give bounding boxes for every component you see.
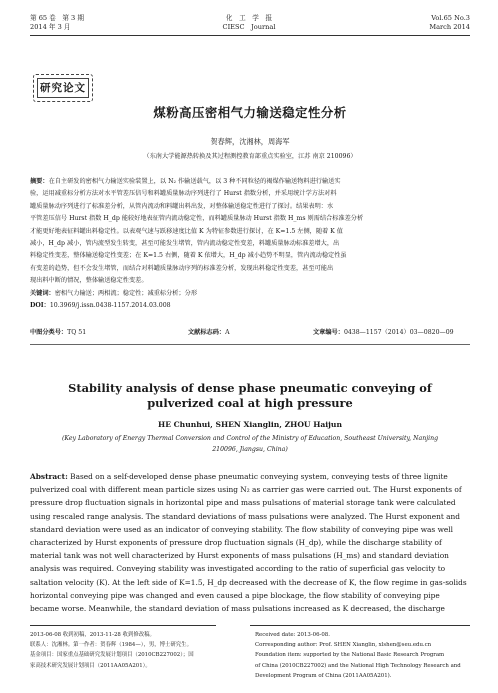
authors-cn: 贺春辉，沈湘林，周海军 [210, 137, 290, 146]
abstract-cn-line: 验，运用减重标分析方法对水平管差压信号和料罐质量脉动序列进行了 Hurst 指数分析，并采用统计学方法对料 [30, 190, 337, 198]
authors-en: HE Chunhui, SHEN Xianglin, ZHOU Haijun [158, 420, 342, 429]
abstract-en-line: pressure drop fluctuation signals in horizontal pipe and mass pulsations of material storage tank were calculated [30, 498, 456, 508]
abstract-cn-line: 才能更好地表征料罐出料稳定性。以表观气速与跃移速度比值 K 为特征参数进行探讨，在 K=1.5 左侧，随着 K 值 [30, 227, 343, 235]
affiliation-en-line: (Key Laboratory of Energy Thermal Conversion and Control of the Ministry of Education, Southeast University, Nanjing [61, 435, 439, 442]
article-number-label: 文章编号： [313, 329, 344, 336]
affiliation-cn: （东南大学能源热转换及其过程测控教育部重点实验室，江苏 南京 210096） [143, 153, 357, 160]
footnote-en-line: Corresponding author: Prof. SHEN Xianglin, xlshen@seu.edu.cn [255, 642, 432, 649]
abstract-en-line: pulverized coal with different mean particle sizes using N₂ as carrier gas were carried out. The Hurst exponents of [30, 485, 462, 495]
abstract-cn-line: 罐质量脉动序列进行了标准差分析，从管内流动和料罐出料出发，对整体输送稳定性进行了探讨。结果表明：水 [30, 202, 334, 210]
affiliation-en-line: 210096, Jiangsu, China) [212, 445, 288, 453]
document-code [188, 327, 230, 336]
abstract-en-label: Abstract: [30, 472, 68, 481]
doi-label: DOI： [30, 302, 50, 310]
article-number-value: 0438—1157（2014）03—0820—09 [343, 329, 454, 336]
header-right [429, 14, 470, 32]
publication-date: 2014 年 3 月 [30, 23, 71, 31]
footnote-cn-line: 家高技术研究发展计划项目（2011AA05A201）。 [30, 662, 151, 669]
clc-value: TQ 51 [67, 329, 87, 336]
publication-date-en: March 2014 [429, 23, 470, 31]
footnote-rule-en [250, 625, 470, 626]
abstract-cn-line: 现出料中断的情况，整体输送稳定性变差。 [30, 277, 148, 285]
paper-title-en: Stability analysis of dense phase pneumatic conveying of pulverized coal at high pressure [68, 381, 432, 410]
volume-issue-en: Vol.65 No.3 [431, 14, 470, 22]
journal-name-en: CIESC Journal [222, 23, 276, 31]
keywords-cn: 密相气力输送；两相流；稳定性；减重标分析；分形 [54, 289, 198, 297]
footnote-rule-cn [30, 625, 216, 626]
footnote-en [255, 630, 470, 681]
section-banner-label: 研究论文 [37, 78, 89, 98]
footnote-en-line: Foundation item: supported by the National Basic Research Program [255, 652, 445, 659]
abstract-en [30, 470, 470, 615]
abstract-cn-line: 料稳定性变差，整体输送稳定性变差；在 K=1.5 右侧，随着 K 依增大，H_dp 减小趋势不明显，管内流动稳定性虽 [30, 252, 347, 260]
abstract-en-line: analysis was required. Conveying stability was investigated according to the ratio of superficial gas velocity to [30, 564, 446, 574]
header-left [30, 14, 84, 32]
abstract-en-line: became worse. Meanwhile, the standard deviation of mass pulsations increased as K decreased, the discharge [30, 604, 445, 614]
abstract-en-line: characterized by Hurst exponents of pressure drop fluctuation signals (H_dp), while the discharge stability of [30, 538, 442, 548]
header-rule [30, 35, 470, 36]
clc-label: 中图分类号： [30, 329, 68, 336]
doi-value: 10.3969/j.issn.0438-1157.2014.03.008 [49, 302, 171, 310]
abstract-en-line: material tank was not well characterized by Hurst exponents of mass pulsations (H_ms) and standard deviation [30, 551, 449, 561]
footnote-en-line: of China (2010CB227002) and the National High Technology Research and [255, 662, 461, 669]
section-banner [33, 74, 93, 102]
footnote-cn-line: 2013-06-08 收到初稿，2013-11-28 收到修改稿。 [30, 632, 155, 638]
footnote-en-line: Received date: 2013-06-08. [255, 632, 330, 638]
abstract-cn-line: 减小，H_dp 减小，管内流型发生转变，甚至可能发生堵管，管内流动稳定性变差，料罐质量脉动标准差增大，出 [30, 240, 340, 248]
abstract-en-line: horizontal conveying pipe was changed and even caused a pipe blockage, the flow stability of conveying pipe [30, 590, 440, 600]
abstract-cn [30, 176, 470, 312]
abstract-cn-line: 在自主研发的密相气力输送实验装置上，以 N₂ 作输送载气，以 3 种不同粒径的褐煤作输送物料进行输送实 [48, 178, 341, 185]
abstract-en-line: Based on a self-developed dense phase pneumatic conveying system, conveying tests of three lignite [70, 472, 448, 481]
abstract-en-line: standard deviation were used as an indicator of conveying stability. The flow stability of conveying pipe was well [30, 524, 453, 534]
abstract-en-line: using rescaled range analysis. The standard deviations of mass pulsations were analyzed. The Hurst exponent and [30, 511, 461, 521]
document-code-value: A [225, 329, 230, 336]
paper-title-cn: 煤粉高压密相气力输送稳定性分析 [153, 105, 347, 120]
abstract-cn-label: 摘要： [30, 178, 49, 185]
abstract-cn-line: 平管差压信号 Hurst 指数 H_dp 能较好地表征管内流动稳定性，而料罐质量脉动 Hurst 指数 H_ms 则需结合标准差分析 [30, 215, 364, 223]
divider-rule [30, 344, 470, 345]
article-number [313, 327, 454, 336]
abstract-cn-line: 有变差的趋势，但不会发生堵管，而结合对料罐质量脉动序列的标准差分析，发现出料稳定性变差，甚至可能出 [30, 264, 334, 272]
abstract-en-line: saltation velocity (K). At the left side of K=1.5, H_dp decreased with the decrease of K, the flow regime in gas-solids [30, 577, 467, 587]
footnote-en-line: Development Program of China (2011AA05A201). [255, 672, 392, 679]
footnote-cn [30, 630, 245, 671]
footnote-cn-line: 联系人：沈湘林。第一作者：贺春辉（1984—），男，博士研究生。 [30, 642, 192, 649]
footnote-cn-line: 基金项目：国家重点基础研究发展计划项目（2010CB227002）；国 [30, 652, 194, 659]
volume-issue: 第 65 卷 第 3 期 [30, 14, 84, 22]
journal-name-cn: 化 工 学 报 [225, 14, 273, 22]
affiliation-en [30, 434, 470, 455]
clc-number [30, 327, 86, 336]
header-center [189, 14, 309, 32]
keywords-cn-label: 关键词： [30, 289, 55, 297]
document-code-label: 文献标志码： [188, 329, 226, 336]
